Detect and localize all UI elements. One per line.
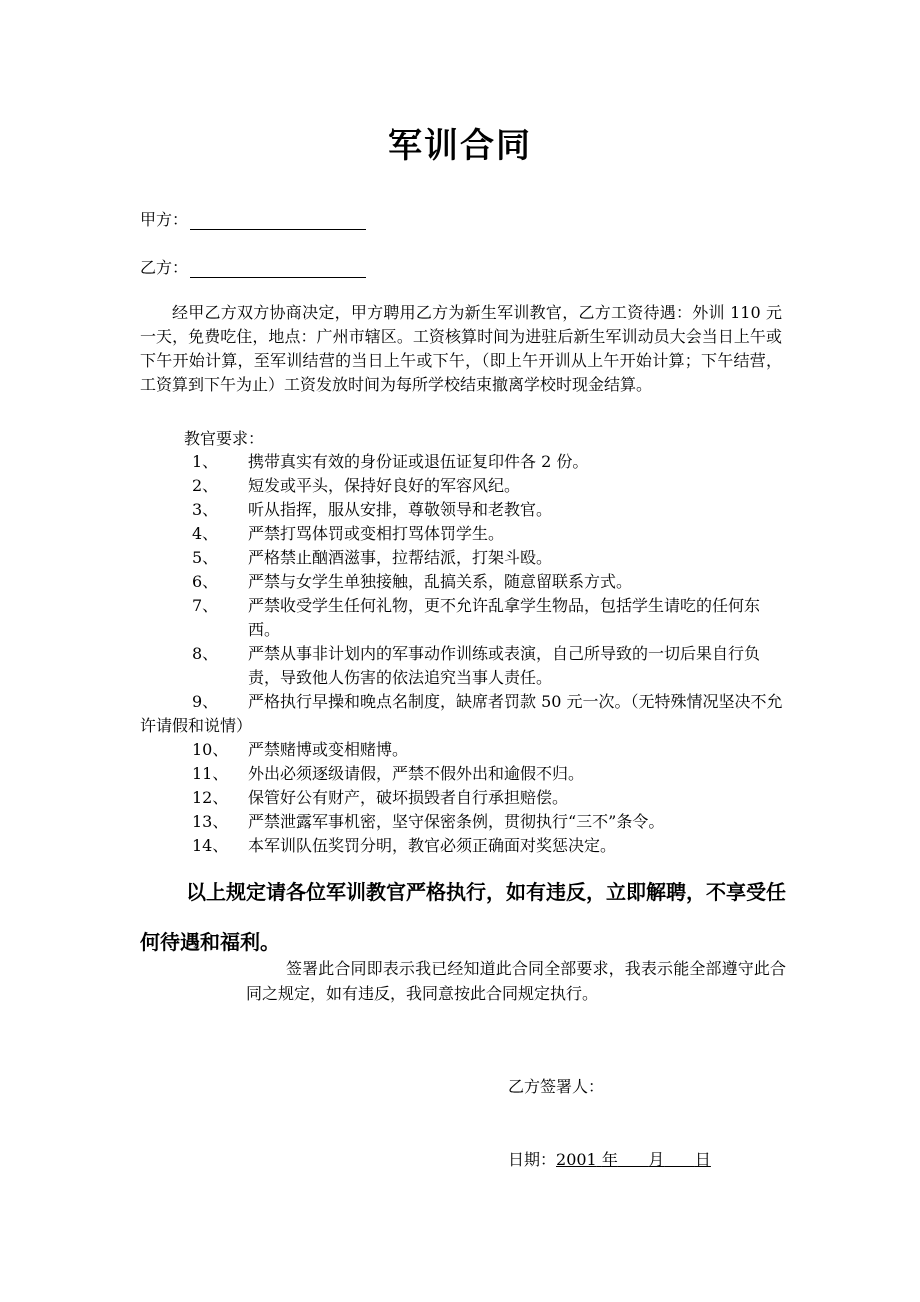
requirement-number: 13、: [192, 812, 229, 831]
requirement-number: 9、: [192, 692, 219, 711]
party-b-label: 乙方：: [140, 258, 189, 277]
requirement-number: 6、: [192, 572, 219, 591]
requirement-item: [140, 522, 790, 546]
date-year: 2001: [556, 1150, 597, 1169]
requirement-number: 11、: [192, 764, 229, 783]
date-day-unit: 日: [694, 1150, 711, 1169]
requirement-number: 3、: [192, 500, 219, 519]
requirement-text: 听从指挥，服从安排，尊敬领导和老教官。: [248, 500, 553, 519]
requirement-text: 严格执行早操和晚点名制度，缺席者罚款 50 元一次。（无特殊情况坚决不允许请假和说情）: [140, 692, 783, 735]
requirement-text: 本军训队伍奖罚分明，教官必须正确面对奖惩决定。: [248, 836, 617, 855]
requirement-item: [140, 786, 790, 810]
date-field[interactable]: [556, 1150, 711, 1169]
warning-notice: 以上规定请各位军训教官严格执行，如有违反，立即解聘，不享受任何待遇和福利。: [140, 880, 786, 954]
party-a-label: 甲方：: [140, 210, 189, 229]
requirement-item: [140, 546, 790, 570]
requirement-item: [140, 690, 790, 738]
agreement-statement: 签署此合同即表示我已经知道此合同全部要求，我表示能全部遵守此合同之规定，如有违反，我同意按此合同规定执行。: [246, 959, 786, 1003]
requirement-number: 10、: [192, 740, 229, 759]
date-line: [508, 1149, 711, 1171]
requirement-text: 严禁从事非计划内的军事动作训练或表演，自己所导致的一切后果自行负责，导致他人伤害的依法追究当事人责任。: [248, 644, 761, 687]
party-b-line: [140, 258, 366, 278]
party-a-line: [140, 210, 366, 230]
requirement-text: 严禁与女学生单独接触，乱搞关系，随意留联系方式。: [248, 572, 633, 591]
requirement-item: [140, 474, 790, 498]
date-month-unit: 月: [648, 1150, 665, 1169]
requirement-number: 12、: [192, 788, 229, 807]
requirement-text: 携带真实有效的身份证或退伍证复印件各 2 份。: [248, 452, 589, 471]
requirement-item: [140, 762, 790, 786]
party-b-blank[interactable]: [190, 261, 366, 278]
requirement-number: 2、: [192, 476, 219, 495]
party-a-blank[interactable]: [190, 213, 366, 230]
requirement-number: 7、: [192, 596, 219, 615]
intro-paragraph: 经甲乙方双方协商决定，甲方聘用乙方为新生军训教官，乙方工资待遇：外训 110 元一天，免费吃住，地点：广州市辖区。工资核算时间为进驻后新生军训动员大会当日上午或下午开始计算，至军训结营的当日上午或下午，（即上午开训从上午开始计算；下午结营，工资算到下午为止）工资发放时间为每所学校结束撤离学校时现金结算。: [140, 303, 782, 394]
date-year-unit: 年: [601, 1150, 618, 1169]
requirement-item: [140, 570, 790, 594]
requirement-text: 严禁赌博或变相赌博。: [248, 740, 409, 759]
requirements-list: [140, 450, 790, 858]
requirement-text: 严禁泄露军事机密，坚守保密条例，贯彻执行“三不”条令。: [248, 812, 665, 831]
requirement-text: 严禁收受学生任何礼物，更不允许乱拿学生物品，包括学生请吃的任何东西。: [248, 596, 761, 639]
requirement-text: 严格禁止酗酒滋事，拉帮结派，打架斗殴。: [248, 548, 553, 567]
requirement-item: [140, 450, 790, 474]
requirement-text: 保管好公有财产，破坏损毁者自行承担赔偿。: [248, 788, 569, 807]
requirements-heading: 教官要求：: [184, 429, 265, 448]
page-title: 军训合同: [388, 126, 532, 166]
requirement-number: 4、: [192, 524, 219, 543]
requirement-item: [140, 498, 790, 522]
requirement-text: 短发或平头，保持好良好的军容风纪。: [248, 476, 521, 495]
requirement-item: [140, 738, 790, 762]
requirement-text: 严禁打骂体罚或变相打骂体罚学生。: [248, 524, 505, 543]
date-label: 日期：: [508, 1150, 557, 1169]
requirement-number: 8、: [192, 644, 219, 663]
signer-label: 乙方签署人：: [508, 1077, 605, 1096]
requirement-item: [140, 594, 790, 642]
requirement-number: 14、: [192, 836, 229, 855]
requirement-item: [140, 810, 790, 834]
requirement-item: [140, 642, 790, 690]
requirement-number: 1、: [192, 452, 219, 471]
requirement-number: 5、: [192, 548, 219, 567]
requirement-item: [140, 834, 790, 858]
requirement-text: 外出必须逐级请假，严禁不假外出和逾假不归。: [248, 764, 585, 783]
